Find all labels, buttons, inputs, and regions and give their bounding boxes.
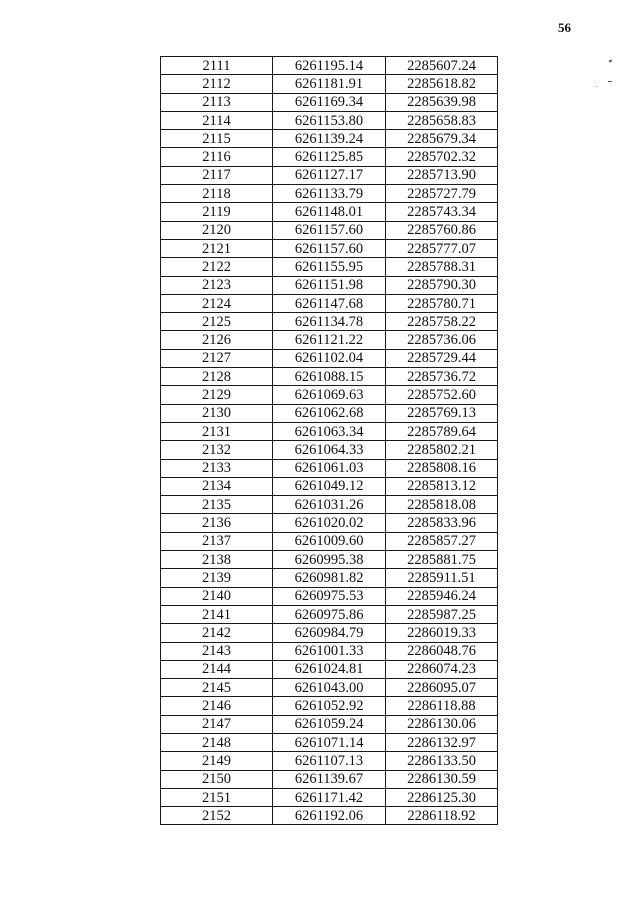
table-row xyxy=(161,697,498,715)
y-coordinate-cell: 2285760.86 xyxy=(386,221,498,239)
point-number-cell: 2146 xyxy=(161,697,273,715)
y-coordinate-cell: 2285618.82 xyxy=(386,75,498,93)
x-coordinate-cell: 6260984.79 xyxy=(273,624,386,642)
table-row xyxy=(161,404,498,422)
x-coordinate-cell: 6261169.34 xyxy=(273,93,386,111)
y-coordinate-cell: 2285736.06 xyxy=(386,331,498,349)
y-coordinate-cell: 2285713.90 xyxy=(386,166,498,184)
y-coordinate-cell: 2285777.07 xyxy=(386,239,498,257)
point-number-cell: 2111 xyxy=(161,57,273,75)
x-coordinate-cell: 6261157.60 xyxy=(273,221,386,239)
point-number-cell: 2144 xyxy=(161,660,273,678)
table-row xyxy=(161,294,498,312)
y-coordinate-cell: 2285679.34 xyxy=(386,130,498,148)
table-row xyxy=(161,569,498,587)
page-number: 56 xyxy=(558,20,571,35)
y-coordinate-cell: 2285987.25 xyxy=(386,605,498,623)
x-coordinate-cell: 6261031.26 xyxy=(273,496,386,514)
table-row xyxy=(161,203,498,221)
table-row xyxy=(161,93,498,111)
point-number-cell: 2116 xyxy=(161,148,273,166)
y-coordinate-cell: 2285658.83 xyxy=(386,111,498,129)
y-coordinate-cell: 2285639.98 xyxy=(386,93,498,111)
y-coordinate-cell: 2286118.92 xyxy=(386,807,498,825)
y-coordinate-cell: 2285758.22 xyxy=(386,313,498,331)
point-number-cell: 2137 xyxy=(161,532,273,550)
y-coordinate-cell: 2285808.16 xyxy=(386,459,498,477)
y-coordinate-cell: 2285911.51 xyxy=(386,569,498,587)
scan-speck-mark xyxy=(596,86,597,87)
x-coordinate-cell: 6260975.53 xyxy=(273,587,386,605)
y-coordinate-cell: 2285818.08 xyxy=(386,496,498,514)
x-coordinate-cell: 6261043.00 xyxy=(273,679,386,697)
table-row xyxy=(161,551,498,569)
point-number-cell: 2121 xyxy=(161,239,273,257)
x-coordinate-cell: 6260981.82 xyxy=(273,569,386,587)
scan-speck-mark xyxy=(609,59,613,62)
y-coordinate-cell: 2285881.75 xyxy=(386,551,498,569)
point-number-cell: 2133 xyxy=(161,459,273,477)
x-coordinate-cell: 6261151.98 xyxy=(273,276,386,294)
point-number-cell: 2128 xyxy=(161,368,273,386)
point-number-cell: 2126 xyxy=(161,331,273,349)
table-row xyxy=(161,477,498,495)
point-number-cell: 2136 xyxy=(161,514,273,532)
point-number-cell: 2115 xyxy=(161,130,273,148)
table-row xyxy=(161,752,498,770)
x-coordinate-cell: 6261020.02 xyxy=(273,514,386,532)
point-number-cell: 2123 xyxy=(161,276,273,294)
x-coordinate-cell: 6261061.03 xyxy=(273,459,386,477)
x-coordinate-cell: 6261153.80 xyxy=(273,111,386,129)
y-coordinate-cell: 2285736.72 xyxy=(386,368,498,386)
y-coordinate-cell: 2286019.33 xyxy=(386,624,498,642)
y-coordinate-cell: 2285727.79 xyxy=(386,185,498,203)
point-number-cell: 2119 xyxy=(161,203,273,221)
point-number-cell: 2142 xyxy=(161,624,273,642)
table-row xyxy=(161,733,498,751)
point-number-cell: 2130 xyxy=(161,404,273,422)
table-row xyxy=(161,258,498,276)
x-coordinate-cell: 6261102.04 xyxy=(273,349,386,367)
point-number-cell: 2124 xyxy=(161,294,273,312)
point-number-cell: 2112 xyxy=(161,75,273,93)
point-number-cell: 2127 xyxy=(161,349,273,367)
point-number-cell: 2149 xyxy=(161,752,273,770)
x-coordinate-cell: 6261139.24 xyxy=(273,130,386,148)
table-row xyxy=(161,514,498,532)
table-row xyxy=(161,679,498,697)
x-coordinate-cell: 6261139.67 xyxy=(273,770,386,788)
y-coordinate-cell: 2285769.13 xyxy=(386,404,498,422)
table-row xyxy=(161,75,498,93)
y-coordinate-cell: 2285789.64 xyxy=(386,422,498,440)
x-coordinate-cell: 6261069.63 xyxy=(273,386,386,404)
table-row xyxy=(161,660,498,678)
table-row xyxy=(161,148,498,166)
y-coordinate-cell: 2286125.30 xyxy=(386,788,498,806)
x-coordinate-cell: 6261148.01 xyxy=(273,203,386,221)
y-coordinate-cell: 2285833.96 xyxy=(386,514,498,532)
y-coordinate-cell: 2286130.06 xyxy=(386,715,498,733)
point-number-cell: 2135 xyxy=(161,496,273,514)
x-coordinate-cell: 6261052.92 xyxy=(273,697,386,715)
x-coordinate-cell: 6261157.60 xyxy=(273,239,386,257)
table-row xyxy=(161,642,498,660)
table-row xyxy=(161,532,498,550)
point-number-cell: 2145 xyxy=(161,679,273,697)
x-coordinate-cell: 6261049.12 xyxy=(273,477,386,495)
point-number-cell: 2152 xyxy=(161,807,273,825)
table-row xyxy=(161,459,498,477)
table-row xyxy=(161,441,498,459)
table-row xyxy=(161,130,498,148)
table-row xyxy=(161,57,498,75)
x-coordinate-cell: 6260995.38 xyxy=(273,551,386,569)
point-number-cell: 2117 xyxy=(161,166,273,184)
y-coordinate-cell: 2285743.34 xyxy=(386,203,498,221)
table-row xyxy=(161,349,498,367)
point-number-cell: 2118 xyxy=(161,185,273,203)
table-row xyxy=(161,587,498,605)
table-row xyxy=(161,605,498,623)
x-coordinate-cell: 6261127.17 xyxy=(273,166,386,184)
y-coordinate-cell: 2285857.27 xyxy=(386,532,498,550)
table-row xyxy=(161,807,498,825)
x-coordinate-cell: 6261121.22 xyxy=(273,331,386,349)
y-coordinate-cell: 2285780.71 xyxy=(386,294,498,312)
x-coordinate-cell: 6261181.91 xyxy=(273,75,386,93)
table-row xyxy=(161,496,498,514)
y-coordinate-cell: 2286095.07 xyxy=(386,679,498,697)
table-row xyxy=(161,111,498,129)
y-coordinate-cell: 2286132.97 xyxy=(386,733,498,751)
table-row xyxy=(161,770,498,788)
y-coordinate-cell: 2285813.12 xyxy=(386,477,498,495)
x-coordinate-cell: 6260975.86 xyxy=(273,605,386,623)
y-coordinate-cell: 2285702.32 xyxy=(386,148,498,166)
point-number-cell: 2143 xyxy=(161,642,273,660)
x-coordinate-cell: 6261171.42 xyxy=(273,788,386,806)
x-coordinate-cell: 6261001.33 xyxy=(273,642,386,660)
point-number-cell: 2122 xyxy=(161,258,273,276)
table-row xyxy=(161,166,498,184)
table-row xyxy=(161,422,498,440)
point-number-cell: 2151 xyxy=(161,788,273,806)
table-row xyxy=(161,313,498,331)
x-coordinate-cell: 6261064.33 xyxy=(273,441,386,459)
point-number-cell: 2131 xyxy=(161,422,273,440)
x-coordinate-cell: 6261088.15 xyxy=(273,368,386,386)
y-coordinate-cell: 2285946.24 xyxy=(386,587,498,605)
y-coordinate-cell: 2286118.88 xyxy=(386,697,498,715)
table-row xyxy=(161,221,498,239)
table-row xyxy=(161,331,498,349)
x-coordinate-cell: 6261125.85 xyxy=(273,148,386,166)
y-coordinate-cell: 2285729.44 xyxy=(386,349,498,367)
y-coordinate-cell: 2285788.31 xyxy=(386,258,498,276)
x-coordinate-cell: 6261063.34 xyxy=(273,422,386,440)
y-coordinate-cell: 2285802.21 xyxy=(386,441,498,459)
y-coordinate-cell: 2286048.76 xyxy=(386,642,498,660)
x-coordinate-cell: 6261107.13 xyxy=(273,752,386,770)
point-number-cell: 2140 xyxy=(161,587,273,605)
point-number-cell: 2113 xyxy=(161,93,273,111)
x-coordinate-cell: 6261062.68 xyxy=(273,404,386,422)
point-number-cell: 2148 xyxy=(161,733,273,751)
x-coordinate-cell: 6261134.78 xyxy=(273,313,386,331)
table-row xyxy=(161,368,498,386)
scan-speck-mark xyxy=(608,81,612,82)
table-row xyxy=(161,386,498,404)
table-row xyxy=(161,715,498,733)
point-number-cell: 2114 xyxy=(161,111,273,129)
x-coordinate-cell: 6261009.60 xyxy=(273,532,386,550)
point-number-cell: 2141 xyxy=(161,605,273,623)
point-number-cell: 2120 xyxy=(161,221,273,239)
table-row xyxy=(161,185,498,203)
y-coordinate-cell: 2285752.60 xyxy=(386,386,498,404)
x-coordinate-cell: 6261133.79 xyxy=(273,185,386,203)
table-row xyxy=(161,276,498,294)
coordinates-table xyxy=(160,56,498,825)
y-coordinate-cell: 2285607.24 xyxy=(386,57,498,75)
x-coordinate-cell: 6261024.81 xyxy=(273,660,386,678)
x-coordinate-cell: 6261155.95 xyxy=(273,258,386,276)
x-coordinate-cell: 6261059.24 xyxy=(273,715,386,733)
x-coordinate-cell: 6261192.06 xyxy=(273,807,386,825)
point-number-cell: 2125 xyxy=(161,313,273,331)
point-number-cell: 2147 xyxy=(161,715,273,733)
point-number-cell: 2139 xyxy=(161,569,273,587)
point-number-cell: 2138 xyxy=(161,551,273,569)
y-coordinate-cell: 2286074.23 xyxy=(386,660,498,678)
x-coordinate-cell: 6261071.14 xyxy=(273,733,386,751)
table-row xyxy=(161,624,498,642)
x-coordinate-cell: 6261195.14 xyxy=(273,57,386,75)
y-coordinate-cell: 2286133.50 xyxy=(386,752,498,770)
table-row xyxy=(161,239,498,257)
table-row xyxy=(161,788,498,806)
point-number-cell: 2132 xyxy=(161,441,273,459)
coordinates-table-body xyxy=(161,57,498,825)
point-number-cell: 2150 xyxy=(161,770,273,788)
x-coordinate-cell: 6261147.68 xyxy=(273,294,386,312)
point-number-cell: 2134 xyxy=(161,477,273,495)
point-number-cell: 2129 xyxy=(161,386,273,404)
y-coordinate-cell: 2285790.30 xyxy=(386,276,498,294)
y-coordinate-cell: 2286130.59 xyxy=(386,770,498,788)
